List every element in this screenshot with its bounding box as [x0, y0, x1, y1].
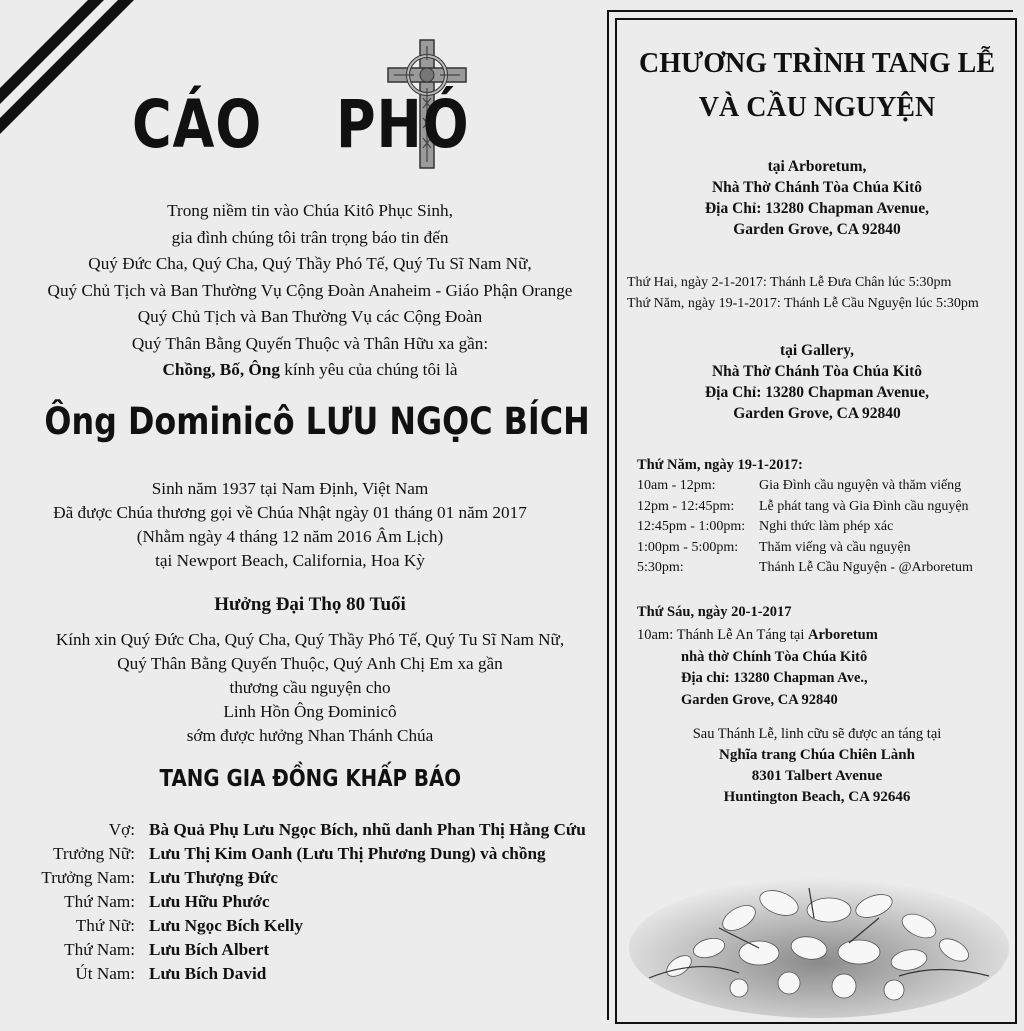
family-member-name: Lưu Thượng Đức [149, 868, 278, 887]
family-row [0, 964, 600, 988]
intro-line: Quý Đức Cha, Quý Cha, Quý Thầy Phó Tế, Quý Tu Sĩ Nam Nữ, [88, 254, 532, 273]
venue-arboretum [617, 156, 1017, 240]
friday-line: Địa chỉ: 13280 Chapman Ave., [681, 670, 868, 686]
title-word-right: PHÓ [336, 86, 470, 163]
family-member-name: Lưu Hữu Phước [149, 892, 270, 911]
family-row [0, 820, 600, 844]
friday-mass [637, 625, 1017, 647]
friday-line: Garden Grove, CA 92840 [681, 691, 838, 708]
relation-rest: kính yêu của chúng tôi là [279, 360, 458, 379]
birth-line: (Nhằm ngày 4 tháng 12 năm 2016 Âm Lịch) [136, 527, 444, 546]
schedule-desc: Nghi thức làm phép xác [759, 519, 894, 534]
venue-line: Nhà Thờ Chánh Tòa Chúa Kitô [711, 179, 923, 196]
friday-line: nhà thờ Chính Tòa Chúa Kitô [681, 648, 868, 665]
family-relation: Thứ Nữ: [75, 916, 135, 935]
prayer-line: sớm được hưởng Nhan Thánh Chúa [186, 726, 434, 745]
schedule-desc: Thăm viếng và cầu nguyện [759, 539, 911, 555]
program-title-line: VÀ CẦU NGUYỆN [698, 92, 936, 123]
friday-header: Thứ Sáu, ngày 20-1-2017 [637, 604, 792, 620]
burial-line: Huntington Beach, CA 92646 [723, 789, 911, 805]
burial-line: 8301 Talbert Avenue [751, 768, 883, 784]
deceased-name-text: Ông Dominicô LƯU NGỌC BÍCH [44, 400, 590, 443]
flower-arrangement-image [619, 848, 1015, 1022]
funeral-program-box [615, 18, 1017, 1024]
prayer-line: Linh Hồn Ông Đominicô [223, 702, 397, 721]
prayer-line: thương cầu nguyện cho [229, 678, 391, 697]
thursday-schedule [637, 478, 1017, 581]
friday-schedule [637, 625, 1017, 711]
schedule-time: 12:45pm - 1:00pm: [637, 519, 746, 534]
birth-line: tại Newport Beach, California, Hoa Kỳ [155, 551, 425, 570]
title-word-left: CÁO [132, 86, 263, 163]
family-relation: Trưởng Nam: [41, 868, 135, 887]
venue-line: Địa Chỉ: 13280 Chapman Avenue, [704, 200, 930, 217]
family-member-name: Lưu Ngọc Bích Kelly [149, 916, 304, 935]
venue-line: Nhà Thờ Chánh Tòa Chúa Kitô [711, 363, 923, 380]
schedule-row [637, 478, 1017, 499]
relation-bold: Chồng, Bố, Ông [162, 360, 280, 379]
family-list [0, 820, 600, 988]
birth-line: Đã được Chúa thương gọi về Chúa Nhật ngày 01 tháng 01 năm 2017 [53, 503, 527, 522]
venue-event: Thứ Năm, ngày 19-1-2017: Thánh Lễ Cầu Nguyện lúc 5:30pm [627, 296, 979, 311]
family-row [0, 940, 600, 964]
venue-line: Garden Grove, CA 92840 [733, 221, 901, 238]
venue-line: Địa Chỉ: 13280 Chapman Avenue, [704, 384, 930, 401]
family-member-name: Bà Quả Phụ Lưu Ngọc Bích, nhũ danh Phan Thị Hằng Cứu [149, 820, 586, 839]
family-title-text: TANG GIA ĐỒNG KHẤP BÁO [159, 766, 461, 792]
prayer-request [0, 628, 620, 748]
intro-line: Quý Thân Bằng Quyến Thuộc và Thân Hữu xa gần: [131, 333, 489, 353]
schedule-row [637, 540, 1017, 561]
venue-event: Thứ Hai, ngày 2-1-2017: Thánh Lễ Đưa Chân lúc 5:30pm [627, 275, 952, 290]
age-line: Hưởng Đại Thọ 80 Tuổi [214, 594, 406, 615]
family-row [0, 892, 600, 916]
relation-line [0, 357, 620, 384]
program-title [617, 42, 1017, 130]
family-row [0, 868, 600, 892]
schedule-desc: Thánh Lễ Cầu Nguyện - @Arboretum [759, 560, 973, 575]
schedule-desc: Lễ phát tang và Gia Đình cầu nguyện [759, 498, 969, 514]
venue-line: Garden Grove, CA 92840 [733, 405, 901, 422]
venue-line: tại Arboretum, [767, 158, 867, 175]
family-title [0, 766, 620, 792]
schedule-time: 1:00pm - 5:00pm: [637, 539, 739, 555]
schedule-row [637, 560, 1017, 581]
program-title-line: CHƯƠNG TRÌNH TANG LỄ [638, 48, 995, 79]
schedule-time: 12pm - 12:45pm: [637, 498, 735, 514]
burial-place [617, 745, 1017, 808]
friday-place: Arboretum [808, 627, 878, 643]
intro-line: gia đình chúng tôi trân trọng báo tin đến [171, 227, 449, 247]
prayer-line: Kính xin Quý Đức Cha, Quý Cha, Quý Thầy Phó Tế, Quý Tu Sĩ Nam Nữ, [55, 630, 565, 649]
thursday-header: Thứ Năm, ngày 19-1-2017: [637, 457, 803, 473]
family-row [0, 844, 600, 868]
intro-line: Quý Chủ Tịch và Ban Thường Vụ các Cộng Đoàn [137, 307, 483, 326]
intro-line: Quý Chủ Tịch và Ban Thường Vụ Cộng Đoàn Anaheim - Giáo Phận Orange [47, 280, 573, 300]
birth-line: Sinh năm 1937 tại Nam Định, Việt Nam [151, 479, 429, 498]
family-member-name: Lưu Bích David [149, 964, 267, 983]
family-relation: Vợ: [108, 820, 135, 839]
friday-prefix: 10am: Thánh Lễ An Táng tại [637, 627, 809, 643]
venue-gallery [617, 340, 1017, 424]
family-member-name: Lưu Thị Kim Oanh (Lưu Thị Phương Dung) và chồng [149, 844, 546, 863]
family-relation: Út Nam: [75, 964, 135, 983]
deceased-name [0, 400, 620, 443]
family-relation: Thứ Nam: [64, 892, 135, 911]
family-member-name: Lưu Bích Albert [149, 940, 270, 959]
obituary-heading [128, 24, 508, 163]
schedule-desc: Gia Đình cầu nguyện và thăm viếng [759, 478, 962, 493]
venue-line: tại Gallery, [779, 342, 855, 359]
announcement-intro [0, 198, 620, 384]
schedule-row [637, 499, 1017, 520]
prayer-line: Quý Thân Bằng Quyến Thuộc, Quý Anh Chị Em xa gần [117, 654, 503, 673]
schedule-time: 10am - 12pm: [637, 478, 716, 493]
family-row [0, 916, 600, 940]
intro-line: Trong niềm tin vào Chúa Kitô Phục Sinh, [167, 201, 453, 220]
burial-line: Nghĩa trang Chúa Chiên Lành [719, 747, 915, 763]
schedule-row [637, 519, 1017, 540]
birth-death-info [0, 477, 580, 573]
schedule-time: 5:30pm: [637, 560, 684, 575]
family-relation: Trưởng Nữ: [52, 844, 135, 863]
burial-intro: Sau Thánh Lễ, linh cữu sẽ được an táng tại [692, 726, 942, 742]
family-relation: Thứ Nam: [64, 940, 135, 959]
